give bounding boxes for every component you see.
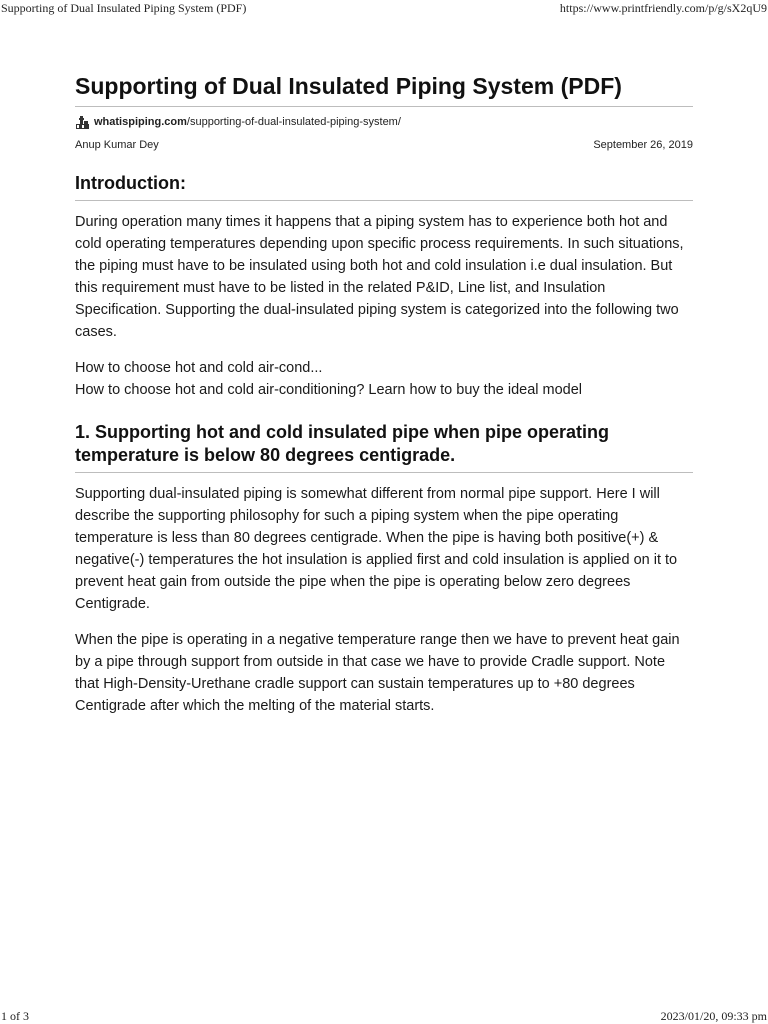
- intro-paragraph: During operation many times it happens that a piping system has to experience both hot and cold operating temperatures depending upon specific process requirements. In such situations, the piping must have to be insulated using both hot and cold insulation i.e dual insulation. But this requirement must have to be listed in the related P&ID, Line list, and Insulation Specification. Supporting the dual-insulated piping system is categorized into the following two cases.: [75, 214, 684, 340]
- pipe-logo-icon: [75, 115, 90, 130]
- section1-paragraph-2: When the pipe is operating in a negative temperature range then we have to prevent heat gain by a pipe through support from outside in that case we have to provide Cradle support. Note that High-Density-Urethane cradle support can sustain temperatures up to +80 degrees Centigrade after which the melting of the material starts.: [75, 632, 680, 714]
- section1-paragraph-1: Supporting dual-insulated piping is somewhat different from normal pipe support. Here I will describe the supporting philosophy for such a piping system when the pipe operating temperature is less than 80 degrees centigrade. When the pipe is having both positive(+) & negative(-) temperatures the hot insulation is applied first and cold insulation is applied on it to prevent heat gain from outside the pipe when the pipe is operating below zero degrees Centigrade.: [75, 486, 678, 612]
- ad-block: [75, 357, 693, 401]
- page-number: 1 of 3: [1, 1009, 29, 1023]
- print-timestamp: 2023/01/20, 09:33 pm: [660, 1009, 767, 1023]
- print-header: [0, 0, 768, 16]
- article-meta: [75, 138, 693, 152]
- publish-date: September 26, 2019: [593, 139, 693, 151]
- ad-link-full[interactable]: How to choose hot and cold air-conditioning? Learn how to buy the ideal model: [75, 382, 583, 398]
- print-footer: [0, 1008, 768, 1024]
- print-header-title: Supporting of Dual Insulated Piping System (PDF): [1, 1, 247, 15]
- ad-link-short[interactable]: How to choose hot and cold air-cond...: [75, 360, 323, 376]
- article-title: Supporting of Dual Insulated Piping System (PDF): [75, 70, 693, 107]
- print-header-url: https://www.printfriendly.com/p/g/sX2qU9: [559, 1, 767, 15]
- source-link[interactable]: [75, 112, 693, 132]
- section1-heading: 1. Supporting hot and cold insulated pipe when pipe operating temperature is below 80 degrees centigrade.: [75, 421, 693, 473]
- article: [75, 70, 693, 717]
- author: Anup Kumar Dey: [75, 139, 159, 151]
- source-path[interactable]: /supporting-of-dual-insulated-piping-system/: [186, 116, 401, 128]
- intro-heading: Introduction:: [75, 172, 693, 201]
- source-domain[interactable]: whatispiping.com: [94, 116, 187, 128]
